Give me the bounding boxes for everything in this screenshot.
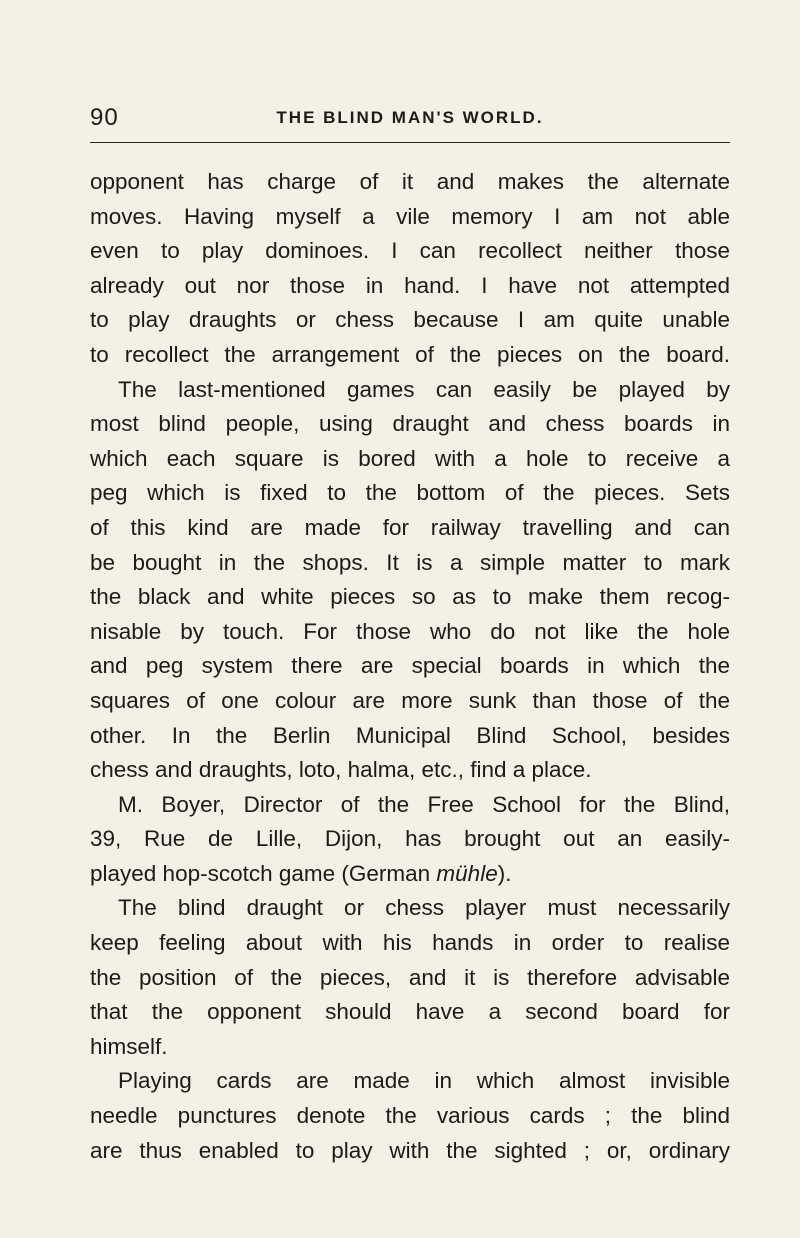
text-line: himself. [90, 1033, 168, 1059]
text-line: the black and white pieces so as to make them recog- [90, 584, 730, 610]
text-line: even to play dominoes. I can recollect neither those [90, 238, 730, 264]
text-line: keep feeling about with his hands in order to realise [90, 930, 730, 956]
text-line: of this kind are made for railway travelling and can [90, 514, 730, 540]
text-line: M. Boyer, Director of the Free School for the Blind, [118, 791, 730, 817]
body-text [90, 165, 730, 1168]
text-line-hopscotch [90, 857, 730, 892]
text-line: that the opponent should have a second board for [90, 999, 730, 1025]
text-line: and peg system there are special boards in which the [90, 653, 730, 679]
hopscotch-text-end: ). [497, 860, 512, 886]
text-line: are thus enabled to play with the sighted ; or, ordinary [90, 1137, 730, 1163]
text-line: to play draughts or chess because I am quite unable [90, 307, 730, 333]
text-line: The last-mentioned games can easily be played by [118, 376, 730, 402]
text-line: other. In the Berlin Municipal Blind School, besides [90, 722, 730, 748]
text-line: chess and draughts, loto, halma, etc., find a place. [90, 757, 592, 783]
text-line: The blind draught or chess player must necessarily [118, 895, 730, 921]
text-line: peg which is fixed to the bottom of the pieces. Sets [90, 480, 730, 506]
text-line: to recollect the arrangement of the pieces on the board. [90, 341, 730, 367]
text-line: 39, Rue de Lille, Dijon, has brought out an easily- [90, 826, 730, 852]
text-line: moves. Having myself a vile memory I am not able [90, 203, 730, 229]
text-line: Playing cards are made in which almost invisible [118, 1068, 730, 1094]
text-line: needle punctures denote the various cards ; the blind [90, 1103, 730, 1129]
page-number: 90 [90, 104, 119, 131]
text-line: most blind people, using draught and chess boards in [90, 411, 730, 437]
hopscotch-text-start: played hop-scotch game (German [90, 860, 437, 886]
header-rule [90, 142, 730, 143]
text-line: which each square is bored with a hole to receive a [90, 445, 730, 471]
hopscotch-text-italic: mühle [436, 860, 498, 886]
text-line: nisable by touch. For those who do not like the hole [90, 618, 730, 644]
text-line: squares of one colour are more sunk than those of the [90, 687, 730, 713]
running-head: THE BLIND MAN'S WORLD. [276, 108, 544, 127]
text-line: be bought in the shops. It is a simple matter to mark [90, 549, 730, 575]
text-line: opponent has charge of it and makes the alternate [90, 169, 730, 194]
text-line: the position of the pieces, and it is therefore advisable [90, 964, 730, 990]
page-header [90, 104, 730, 134]
text-line: already out nor those in hand. I have not attempted [90, 272, 730, 298]
